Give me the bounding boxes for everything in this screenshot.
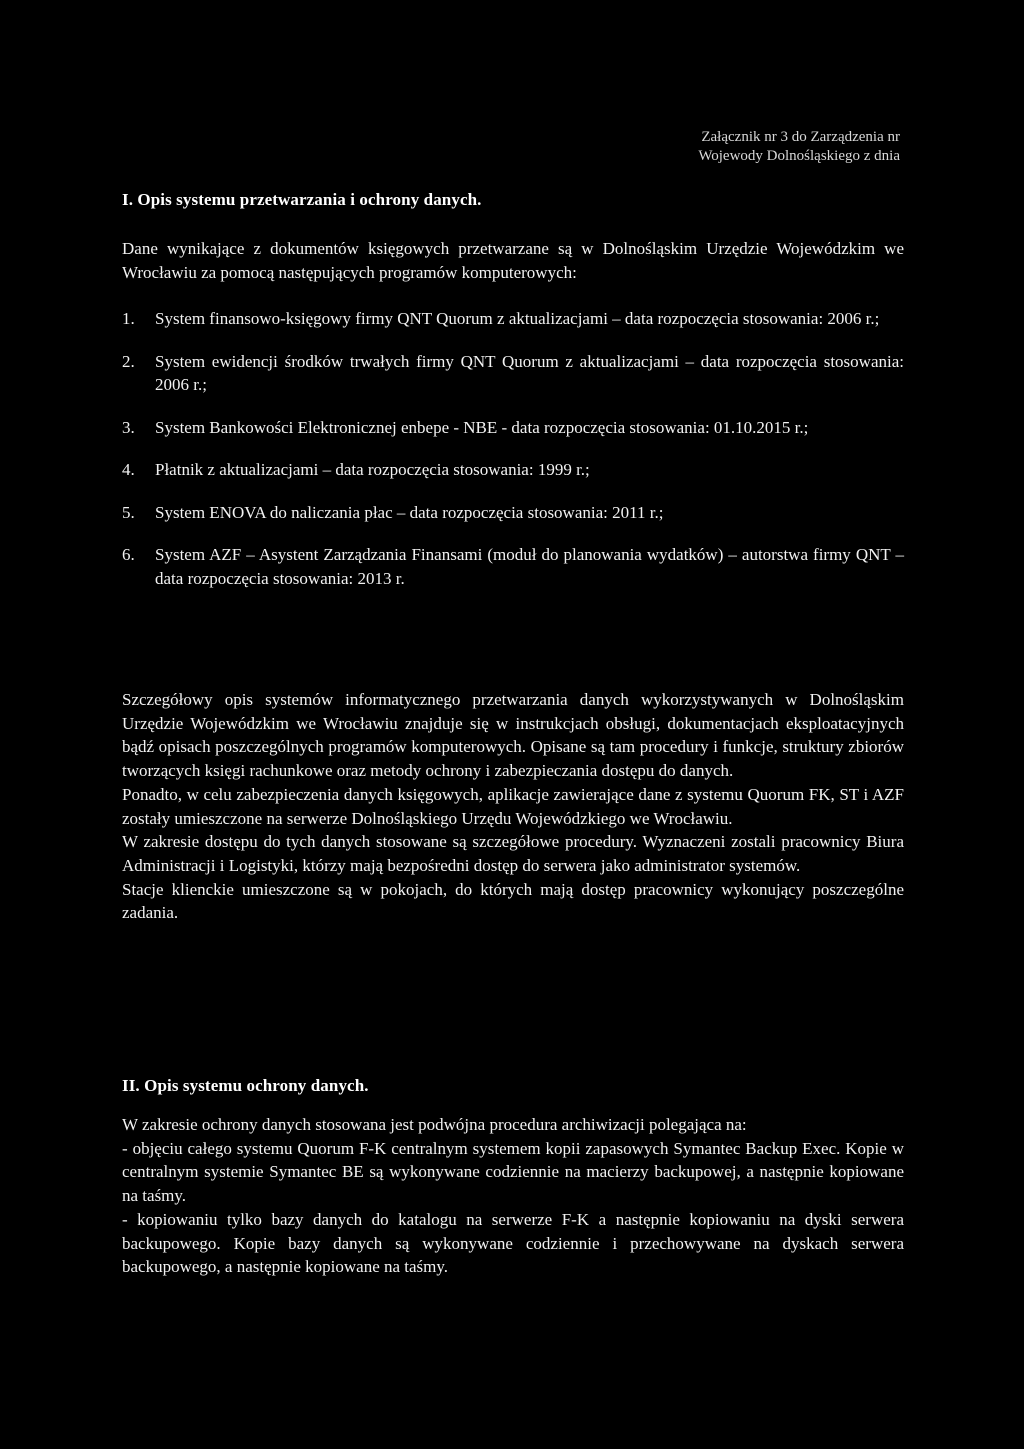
list-item-text: System ewidencji środków trwałych firmy QNT Quorum z aktualizacjami – data rozpoczęcia stosowania: 2006 r.; [155, 351, 904, 394]
annex-line-1: Załącznik nr 3 do Zarządzenia nr [701, 129, 900, 145]
protection-paragraph: - objęciu całego systemu Quorum F-K centralnym systemem kopii zapasowych Symantec Backup Exec. Kopie w centralnym systemie Symantec BE są wykonywane codziennie na macierzy backupowej, a następnie kopiowane na taśmy. [122, 1138, 904, 1206]
list-item-number: 1. [122, 309, 135, 328]
list-item-number: 2. [122, 351, 135, 371]
protection-paragraph: - kopiowaniu tylko bazy danych do katalogu na serwerze F-K a następnie kopiowaniu na dyski serwera backupowego. Kopie bazy danych są wykonywane codziennie i przechowywane na dyskach serwera backupowego, a następnie kopiowane na taśmy. [122, 1209, 904, 1277]
list-item-text: System finansowo-księgowy firmy QNT Quorum z aktualizacjami – data rozpoczęcia stosowania: 2006 r.; [155, 309, 880, 328]
list-item-number: 3. [122, 417, 135, 437]
list-item-number: 4. [122, 460, 135, 479]
details-paragraph: W zakresie dostępu do tych danych stosowane są szczegółowe procedury. Wyznaczeni zostali pracownicy Biura Administracji i Logistyki, którzy mają bezpośredni dostęp do serwera jako administrator systemów. [122, 832, 904, 875]
details-paragraph: Szczegółowy opis systemów informatycznego przetwarzania danych wykorzystywanych w Dolnośląskim Urzędzie Wojewódzkim we Wrocławiu znajduje się w instrukcjach obsługi, dokumentacjach eksploatacyjnych bądź opisach poszczególnych programów komputerowych. Opisane są tam procedury i funkcje, struktury zbiorów tworzących księgi rachunkowe oraz metody ochrony i zabezpieczania dostępu do danych. [122, 690, 904, 781]
section-2-body [122, 1113, 904, 1279]
annex-line-2: Wojewody Dolnośląskiego z dnia [698, 148, 900, 164]
list-item-number: 6. [122, 545, 135, 564]
list-item-text: System AZF – Asystent Zarządzania Finansami (moduł do planowania wydatków) – autorstwa firmy QNT – data rozpoczęcia stosowania: 2013 r. [155, 545, 904, 588]
list-item [122, 350, 904, 397]
list-item [122, 458, 904, 482]
programs-list [122, 307, 904, 609]
section-1-heading: I. Opis systemu przetwarzania i ochrony danych. [122, 190, 482, 209]
details-paragraph: Stacje klienckie umieszczone są w pokojach, do których mają dostęp pracownicy wykonujący poszczególne zadania. [122, 879, 904, 923]
section-2-heading: II. Opis systemu ochrony danych. [122, 1076, 369, 1095]
list-item-text: System Bankowości Elektronicznej enbepe - NBE - data rozpoczęcia stosowania: 01.10.2015 r.; [155, 417, 809, 437]
list-item-number: 5. [122, 502, 135, 522]
list-item [122, 307, 904, 331]
protection-paragraph: W zakresie ochrony danych stosowana jest podwójna procedura archiwizacji polegająca na: [122, 1115, 747, 1134]
list-item [122, 416, 904, 440]
annex-header [560, 128, 900, 166]
list-item-text: System ENOVA do naliczania płac – data rozpoczęcia stosowania: 2011 r.; [155, 502, 664, 522]
list-item [122, 501, 904, 525]
section-1-intro [122, 237, 904, 284]
list-item-text: Płatnik z aktualizacjami – data rozpoczęcia stosowania: 1999 r.; [155, 460, 590, 479]
intro-paragraph: Dane wynikające z dokumentów księgowych przetwarzane są w Dolnośląskim Urzędzie Wojewódzkim we Wrocławiu za pomocą następujących programów komputerowych: [122, 239, 904, 282]
list-item [122, 543, 904, 590]
details-paragraph: Ponadto, w celu zabezpieczenia danych księgowych, aplikacje zawierające dane z systemu Quorum FK, ST i AZF zostały umieszczone na serwerze Dolnośląskiego Urzędu Wojewódzkiego we Wrocławiu. [122, 784, 904, 828]
section-1-details [122, 688, 904, 925]
